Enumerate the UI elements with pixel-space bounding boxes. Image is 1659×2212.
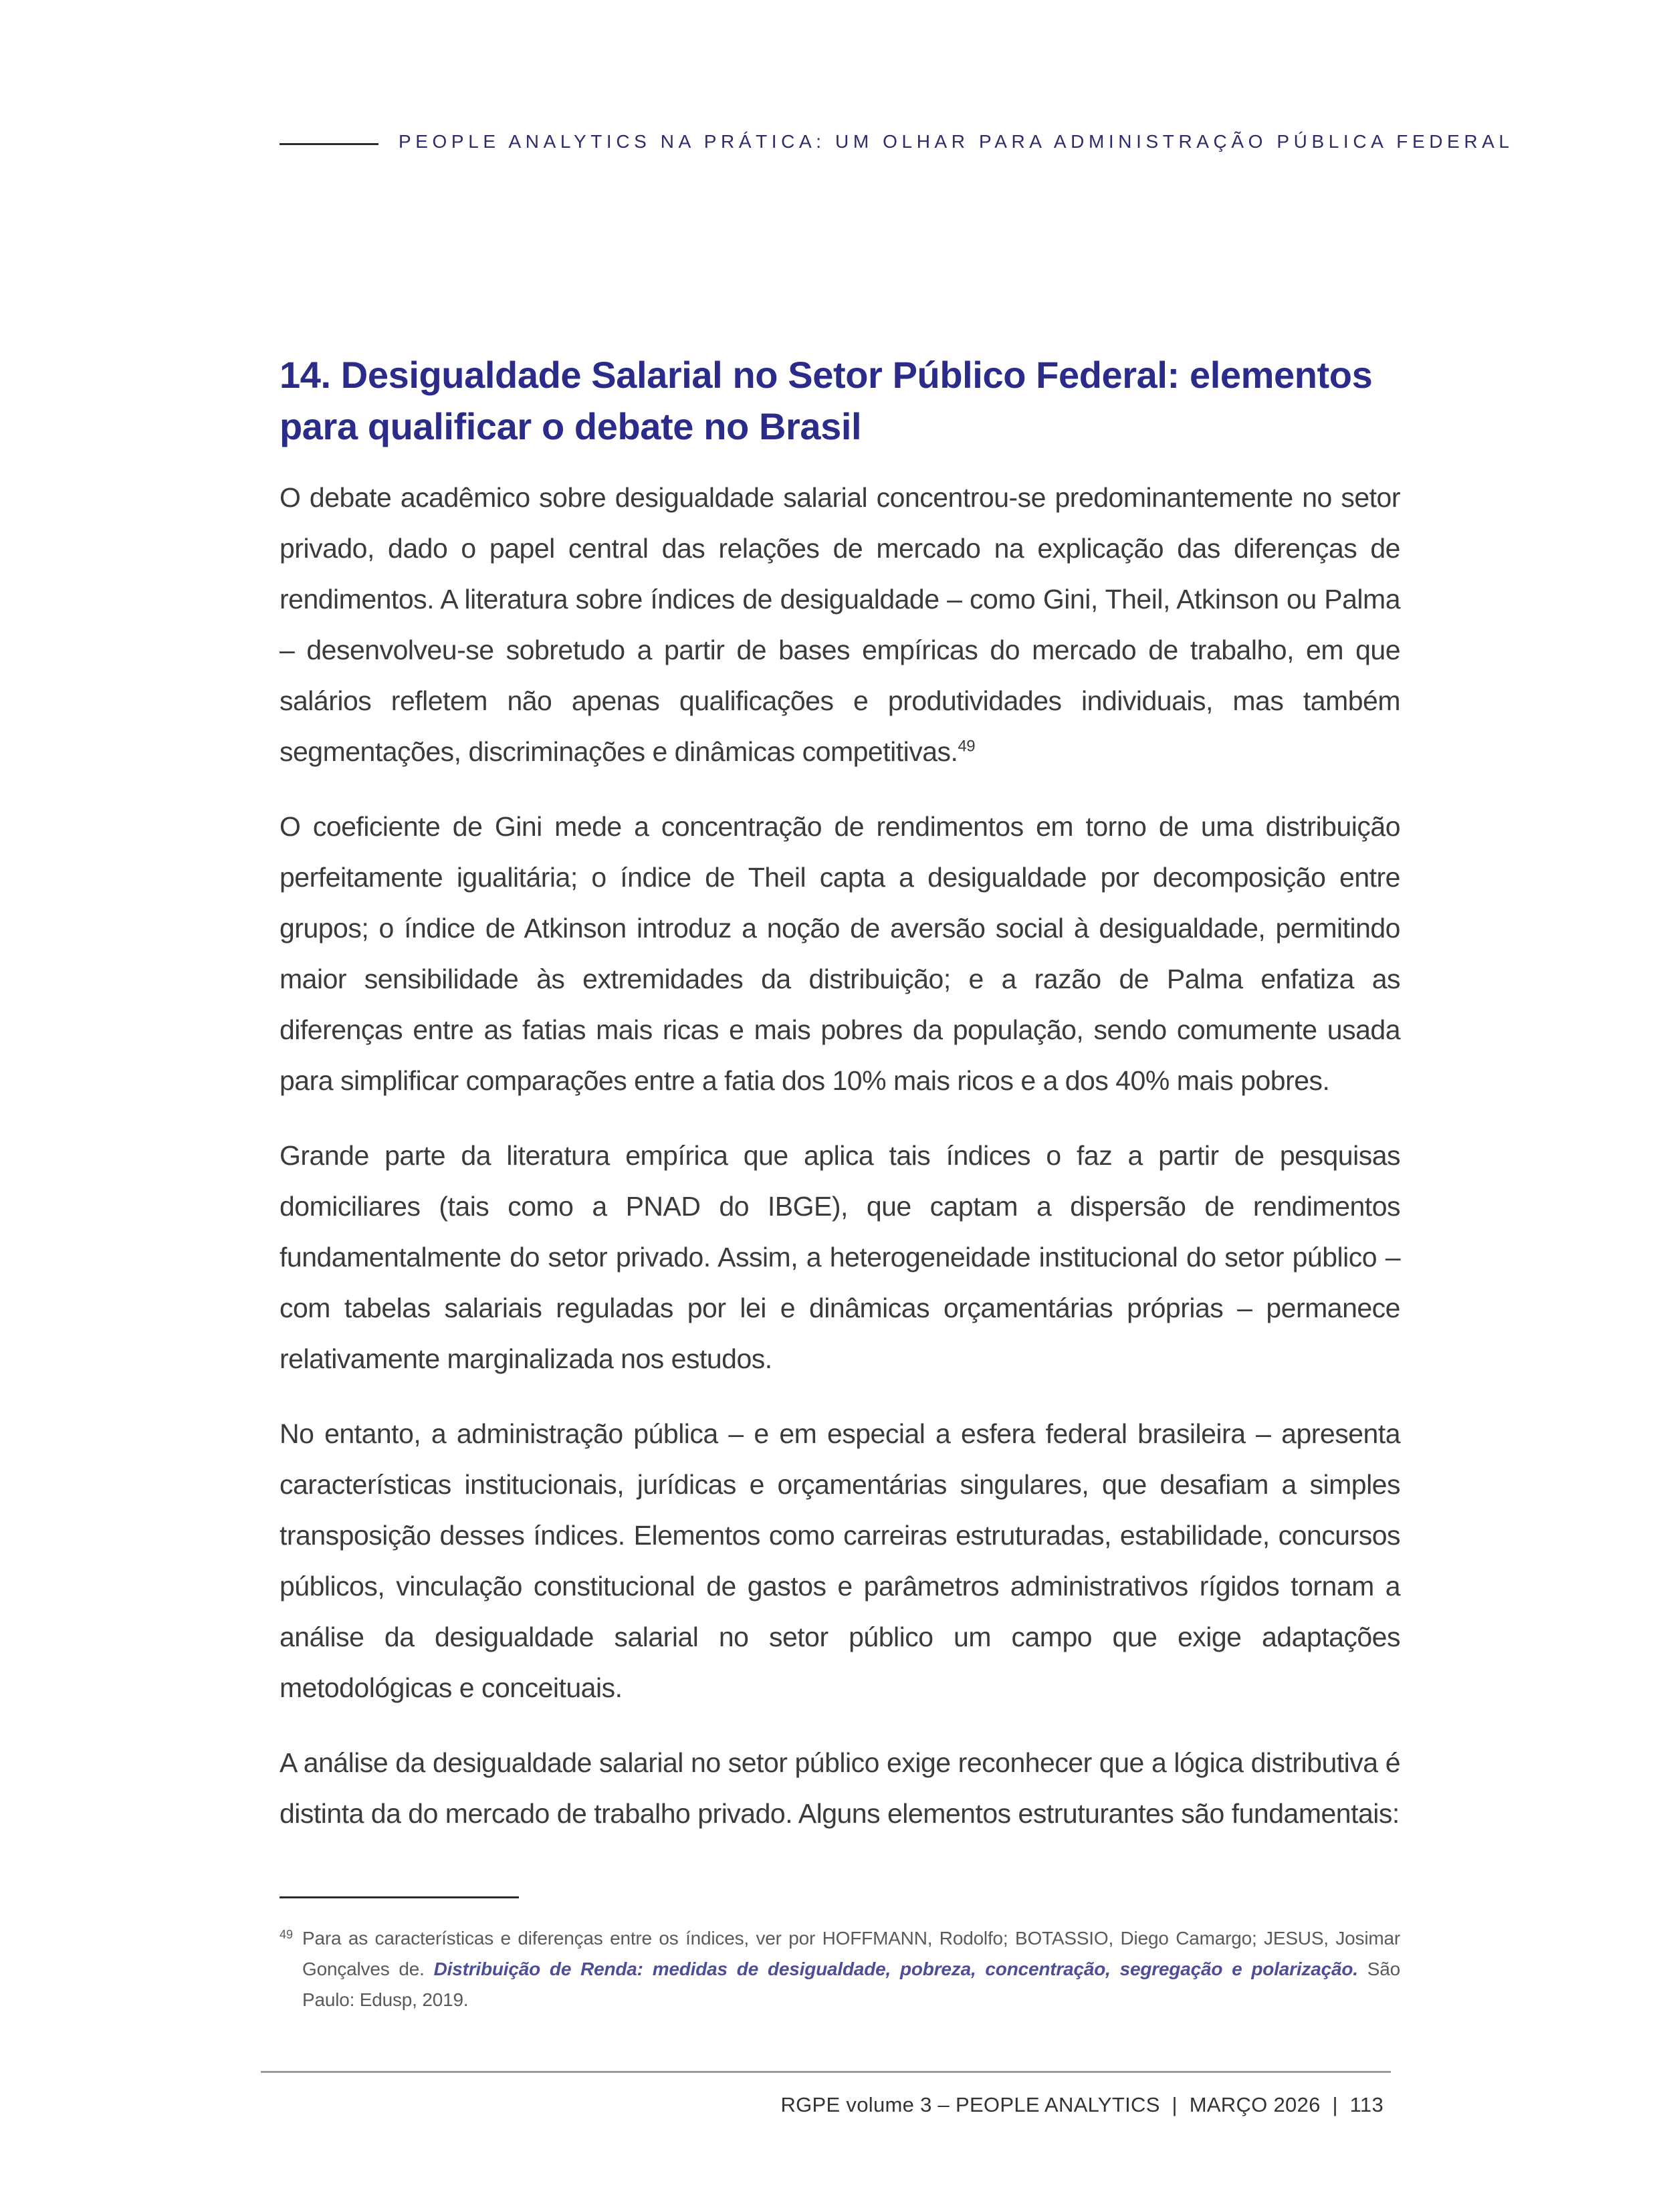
header-rule bbox=[280, 143, 378, 145]
page-footer: RGPE volume 3 – PEOPLE ANALYTICS | MARÇO 2026 | 113 bbox=[780, 2093, 1384, 2116]
paragraph-1 bbox=[280, 472, 1400, 777]
paragraph-2: O coeficiente de Gini mede a concentração de rendimentos em torno de uma distribuição perfeitamente igualitária; o índice de Theil capta a desigualdade por decomposição entre grupos; o índice de Atkinson introduz a noção de aversão social à desigualdade, permitindo maior sensibilidade às extremidades da distribuição; e a razão de Palma enfatiza as diferenças entre as fatias mais ricas e mais pobres da população, sendo comumente usada para simplificar comparações entre a fatia dos 10% mais ricos e a dos 40% mais pobres. bbox=[280, 811, 1400, 1096]
footnote-rule bbox=[280, 1896, 519, 1898]
footnote-book-title: Distribuição de Renda: medidas de desigualdade, pobreza, concentração, segregação e polarização. bbox=[433, 1959, 1358, 1979]
body-text bbox=[280, 472, 1400, 1863]
footnote bbox=[280, 1923, 1400, 2015]
footnote-body bbox=[280, 1923, 1400, 2015]
footnote-lead: Para as características e diferenças entre os índices, ver por HOFFMANN, Rodolfo; BOTASSIO, Diego Camargo; JESUS, Josimar Gonçalves de. bbox=[302, 1928, 1400, 1979]
paragraph-3: Grande parte da literatura empírica que aplica tais índices o faz a partir de pesquisas domiciliares (tais como a PNAD do IBGE), que captam a dispersão de rendimentos fundamentalmente do setor privado. Assim, a heterogeneidade institucional do setor público – com tabelas salariais reguladas por lei e dinâmicas orçamentárias próprias – permanece relativamente marginalizada nos estudos. bbox=[280, 1140, 1400, 1374]
paragraph-1-text: O debate acadêmico sobre desigualdade salarial concentrou-se predominantemente no setor privado, dado o papel central das relações de mercado na explicação das diferenças de rendimentos. A literatura sobre índices de desigualdade – como Gini, Theil, Atkinson ou Palma – desenvolveu-se sobretudo a partir de bases empíricas do mercado de trabalho, em que salários refletem não apenas qualificações e produtividades individuais, mas também segmentações, discriminações e dinâmicas competitivas. bbox=[280, 482, 1400, 767]
running-title: PEOPLE ANALYTICS NA PRÁTICA: UM OLHAR PARA ADMINISTRAÇÃO PÚBLICA FEDERAL bbox=[399, 131, 1514, 152]
paragraph-4: No entanto, a administração pública – e em especial a esfera federal brasileira – apresenta características institucionais, jurídicas e orçamentárias singulares, que desafiam a simples transposição desses índices. Elementos como carreiras estruturadas, estabilidade, concursos públicos, vinculação constitucional de gastos e parâmetros administrativos rígidos tornam a análise da desigualdade salarial no setor público um campo que exige adaptações metodológicas e conceituais. bbox=[280, 1418, 1400, 1703]
footer-rule bbox=[261, 2071, 1391, 2073]
footnote-number: 49 bbox=[280, 1928, 294, 1941]
footnote-reference[interactable]: 49 bbox=[958, 737, 976, 756]
chapter-title: 14. Desigualdade Salarial no Setor Público Federal: elementos para qualificar o debate no Brasil bbox=[280, 354, 1373, 447]
paragraph-5: A análise da desigualdade salarial no setor público exige reconhecer que a lógica distributiva é distinta da do mercado de trabalho privado. Alguns elementos estruturantes são fundamentais: bbox=[280, 1747, 1400, 1829]
footnote-tail: São Paulo: Edusp, 2019. bbox=[302, 1959, 1400, 2010]
running-header bbox=[280, 131, 1514, 158]
